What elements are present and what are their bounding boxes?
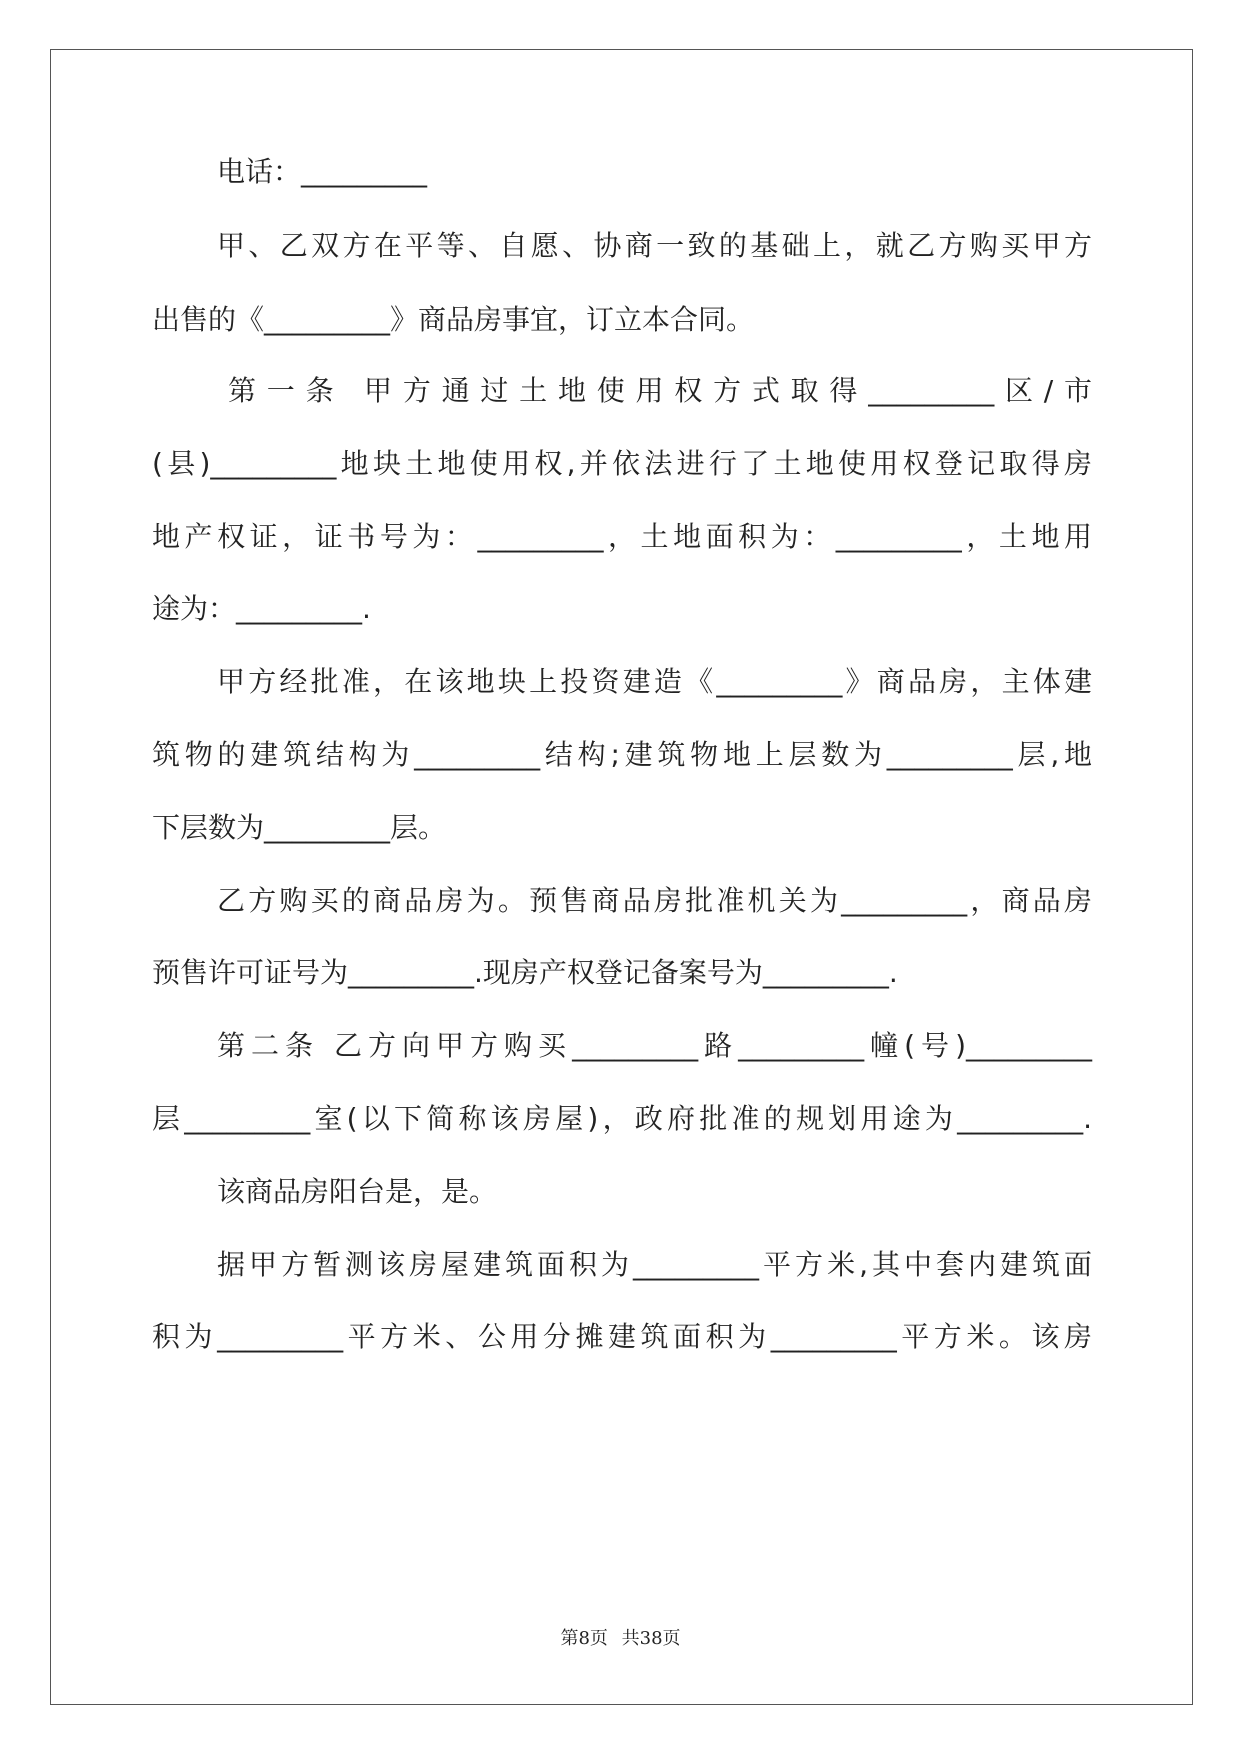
text-line: 层_________室(以下简称该房屋)，政府批准的规划用途为_________.	[152, 1102, 1092, 1135]
page-number-total: 共38页	[621, 1628, 681, 1649]
text-line-article-1: 第一条 甲方通过土地使用权方式取得_________区/市	[228, 374, 1092, 407]
text-line: 途为：_________.	[152, 592, 371, 625]
text-line: 出售的《_________》商品房事宜，订立本合同。	[152, 303, 755, 336]
text-line: 下层数为_________层。	[152, 811, 447, 844]
text-line: 甲方经批准，在该地块上投资建造《_________》商品房，主体建	[217, 665, 1092, 698]
page-footer	[0, 1624, 1241, 1650]
text-line: 乙方购买的商品房为。预售商品房批准机关为_________，商品房	[217, 884, 1092, 917]
text-line: (县)_________地块土地使用权,并依法进行了土地使用权登记取得房	[152, 447, 1092, 480]
text-line: 预售许可证号为_________.现房产权登记备案号为_________.	[152, 956, 898, 989]
text-line: 甲、乙双方在平等、自愿、协商一致的基础上，就乙方购买甲方	[217, 229, 1092, 262]
text-line: 据甲方暂测该房屋建筑面积为_________平方米,其中套内建筑面	[217, 1248, 1092, 1281]
page-number-current: 第8页	[560, 1628, 608, 1649]
text-line: 积为_________平方米、公用分摊建筑面积为_________平方米。该房	[152, 1320, 1092, 1353]
text-line-article-2: 第二条 乙方向甲方购买_________路_________幢(号)_________	[217, 1029, 1092, 1062]
text-line: 筑物的建筑结构为_________结构;建筑物地上层数为_________层,地	[152, 738, 1092, 771]
text-line: 该商品房阳台是，是。	[217, 1175, 498, 1208]
page-border	[50, 49, 1193, 1705]
text-line: 地产权证，证书号为：_________，土地面积为：_________，土地用	[152, 520, 1092, 553]
text-line-phone: 电话：_________	[217, 155, 428, 188]
